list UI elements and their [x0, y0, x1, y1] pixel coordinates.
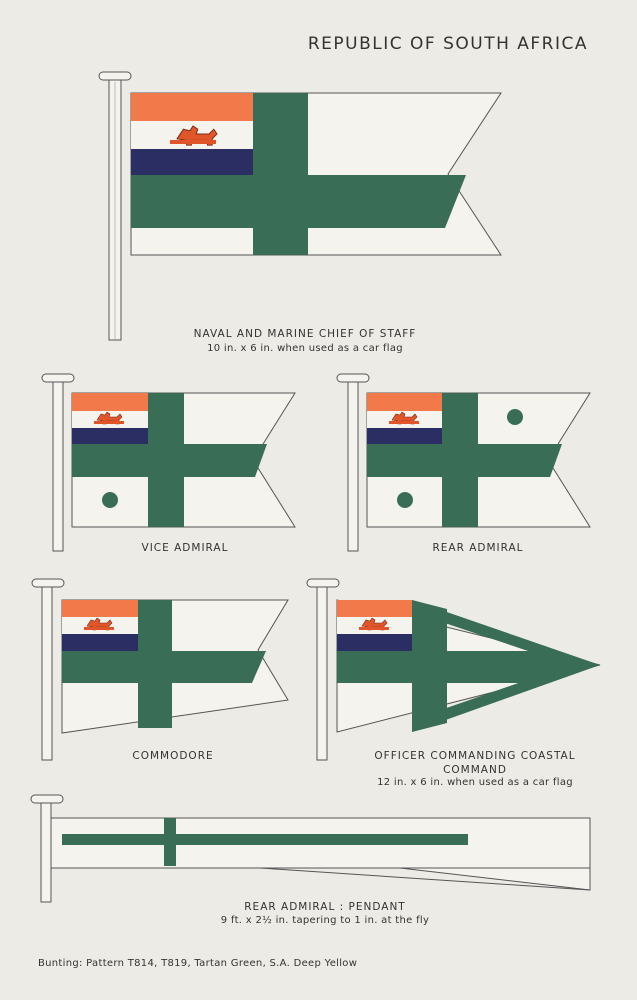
subcaption-rear-admiral-pendant: 9 ft. x 2½ in. tapering to 1 in. at the fly: [220, 915, 430, 926]
canton-national-flag: [131, 93, 253, 175]
green-ball: [397, 492, 413, 508]
cross-horizontal: [62, 651, 266, 683]
green-ball: [102, 492, 118, 508]
pole-cap: [31, 795, 63, 803]
canton-national-flag: [337, 600, 412, 651]
subcaption-officer-commanding-coastal-command: 12 in. x 6 in. when used as a car flag: [377, 777, 573, 788]
flagpole: [42, 586, 52, 760]
cross-vertical: [253, 93, 308, 255]
caption-vice-admiral: VICE ADMIRAL: [141, 542, 229, 554]
canton-national-flag: [62, 600, 138, 651]
pole-cap: [32, 579, 64, 587]
caption-commodore: COMMODORE: [132, 750, 214, 762]
canton-national-flag: [367, 393, 442, 444]
pole-cap: [337, 374, 369, 382]
cross-horizontal: [131, 175, 466, 228]
pendant-cross: [164, 818, 176, 866]
pole-cap: [42, 374, 74, 382]
flagpole: [317, 586, 327, 760]
cross-horizontal: [367, 444, 562, 477]
subcaption-naval-chief-of-staff: 10 in. x 6 in. when used as a car flag: [207, 343, 403, 354]
flag-rear-admiral: [337, 374, 590, 551]
caption-officer-commanding-coastal-command: OFFICER COMMANDING COASTAL COMMAND: [374, 750, 576, 776]
flagpole: [41, 802, 51, 902]
caption-rear-admiral-pendant: REAR ADMIRAL : PENDANT: [244, 901, 406, 913]
caption-naval-chief-of-staff: NAVAL AND MARINE CHIEF OF STAFF: [193, 328, 417, 340]
cross-horizontal: [72, 444, 267, 477]
flag-naval-chief-of-staff: [99, 72, 501, 340]
flagpole: [348, 381, 358, 551]
flag-vice-admiral: [42, 374, 295, 551]
canton-national-flag: [72, 393, 148, 444]
flag-commodore: [32, 579, 288, 760]
green-ball: [507, 409, 523, 425]
footer-note: Bunting: Pattern T814, T819, Tartan Green, S.A. Deep Yellow: [38, 958, 358, 969]
flag-officer-commanding-coastal-command: [307, 579, 600, 760]
flag-rear-admiral-pendant: [31, 795, 590, 902]
page-title: REPUBLIC OF SOUTH AFRICA: [307, 34, 588, 54]
pole-cap: [99, 72, 131, 80]
caption-rear-admiral: REAR ADMIRAL: [432, 542, 524, 554]
pole-cap: [307, 579, 339, 587]
flagpole: [53, 381, 63, 551]
pendant-stripe: [62, 834, 468, 845]
